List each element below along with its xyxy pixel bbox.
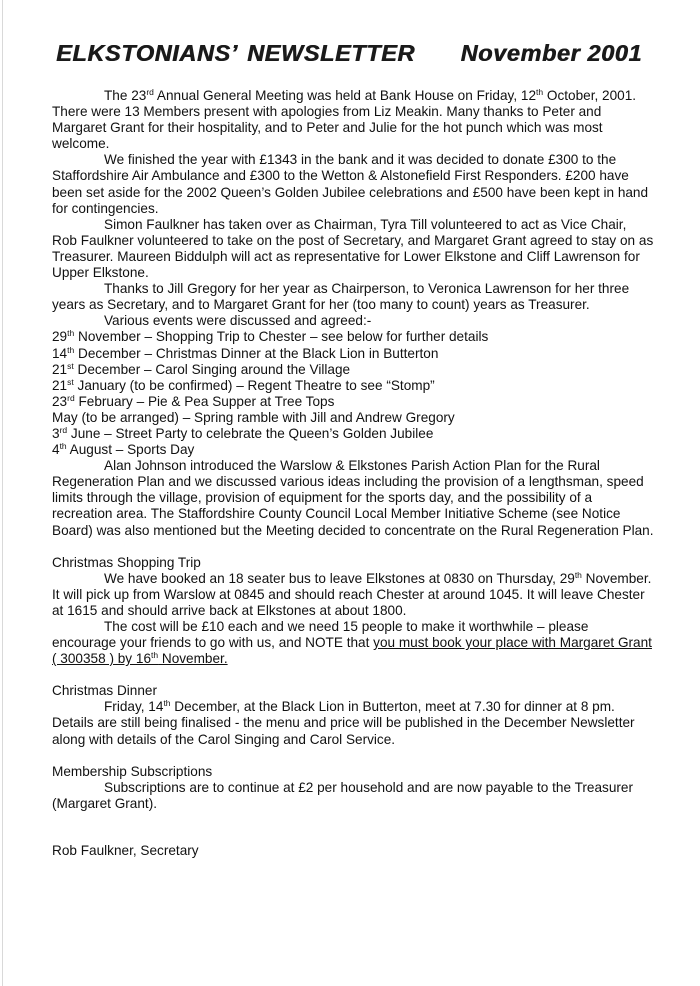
event-day-suffix: st bbox=[67, 360, 74, 371]
dinner-text-a: Friday, 14 bbox=[104, 699, 164, 715]
event-day-suffix: rd bbox=[67, 392, 75, 403]
event-day: 14 bbox=[52, 345, 68, 361]
agm-p1-text-a: The 23 bbox=[104, 88, 147, 103]
event-text: January (to be confirmed) – Regent Theatre to see “Stomp” bbox=[73, 377, 435, 393]
event-day: 3 bbox=[52, 425, 60, 441]
shopping-p1-sup: th bbox=[574, 569, 582, 580]
event-text: November – Shopping Trip to Chester – see below for further details bbox=[74, 329, 489, 345]
shopping-heading: Christmas Shopping Trip bbox=[52, 554, 201, 570]
agm-p1-sup-2: th bbox=[536, 87, 544, 97]
event-day-suffix: th bbox=[67, 328, 75, 339]
agm-p1-text-b: Annual General Meeting was held at Bank House on Friday, 12 bbox=[153, 88, 537, 103]
masthead bbox=[56, 40, 642, 67]
event-item bbox=[52, 426, 654, 442]
event-text: December – Carol Singing around the Village bbox=[73, 361, 351, 377]
dinner-sup: th bbox=[163, 698, 171, 709]
page-edge bbox=[2, 0, 3, 986]
booking-notice-end: November. bbox=[158, 651, 228, 667]
newsletter-date: November 2001 bbox=[460, 40, 642, 66]
event-text: August – Sports Day bbox=[66, 442, 195, 458]
dinner-heading: Christmas Dinner bbox=[52, 683, 157, 699]
agm-p1-text-c: October, 2001. There were 13 Members present with apologies from Liz Meakin. Many thanks to Peter and Margaret Grant for their hospitality, and to Peter and Julie for the hot punch which was most welcome. bbox=[52, 88, 637, 152]
event-item bbox=[52, 362, 654, 378]
shopping-paragraph-1 bbox=[52, 571, 654, 619]
booking-notice-text: you must book your place with Margaret Grant ( 300358 ) by 16 bbox=[52, 635, 652, 667]
event-item bbox=[52, 410, 654, 426]
event-day: 21 bbox=[52, 361, 68, 377]
event-day: 29 bbox=[52, 329, 68, 345]
agm-paragraph-1 bbox=[52, 88, 654, 152]
event-item bbox=[52, 378, 654, 394]
dinner-text-b: December, at the Black Lion in Butterton, meet at 7.30 for dinner at 8 pm. Details are still being finalised - the menu and price will be published in the December Newsletter along with details of the Carol Singing and Carol Service. bbox=[52, 699, 635, 747]
event-item bbox=[52, 346, 654, 362]
event-item bbox=[52, 442, 654, 458]
event-day: 23 bbox=[52, 393, 68, 409]
event-item bbox=[52, 329, 654, 345]
booking-notice-sup: th bbox=[151, 650, 159, 661]
event-item bbox=[52, 394, 654, 410]
dinner-paragraph bbox=[52, 699, 654, 747]
signature: Rob Faulkner, Secretary bbox=[52, 842, 199, 858]
agm-p1-sup-1: rd bbox=[146, 87, 154, 97]
shopping-paragraph-2 bbox=[52, 619, 654, 667]
agm-paragraph-6: Alan Johnson introduced the Warslow & Elkstones Parish Action Plan for the Rural Regeneration Plan and we discussed various ideas including the provision of a lengthsman, speed limits through the village, provision of equipment for the sports day, and the possibility of a recreation area. The Staffordshire County Council Local Member Initiative Scheme (see Notice Board) was also mentioned but the Meeting decided to concentrate on the Rural Regeneration Plan. bbox=[52, 458, 654, 538]
event-day: 21 bbox=[52, 377, 68, 393]
event-day: 4 bbox=[52, 442, 60, 458]
agm-paragraph-3: Simon Faulkner has taken over as Chairman, Tyra Till volunteered to act as Vice Chair, Rob Faulkner volunteered to take on the post of Secretary, and Margaret Grant agreed to stay on as Treasurer. Maureen Biddulph will act as representative for Lower Elkstone and Cliff Lawrenson for Upper Elkstone. bbox=[52, 216, 654, 281]
membership-heading: Membership Subscriptions bbox=[52, 763, 213, 779]
newsletter-title: ELKSTONIANS’ NEWSLETTER bbox=[56, 40, 415, 66]
event-text: May (to be arranged) – Spring ramble with Jill and Andrew Gregory bbox=[52, 409, 455, 425]
agm-paragraph-2: We finished the year with £1343 in the bank and it was decided to donate £300 to the Staffordshire Air Ambulance and £300 to the Wetton & Alstonefield First Responders. £200 have been set aside for the 2002 Queen’s Golden Jubilee celebrations and £500 have been kept in hand for contingencies. bbox=[52, 152, 649, 216]
event-day-suffix: st bbox=[67, 376, 74, 387]
agm-paragraph-4: Thanks to Jill Gregory for her year as Chairperson, to Veronica Lawrenson for her three years as Secretary, and to Margaret Grant for her (too many to count) years as Treasurer. bbox=[52, 281, 630, 313]
shopping-p2-text: The cost will be £10 each and we need 15 people to make it worthwhile – please encourage your friends to go with us, and NOTE that bbox=[52, 619, 589, 651]
event-text: June – Street Party to celebrate the Queen’s Golden Jubilee bbox=[67, 425, 434, 441]
shopping-p1-text-b: November. It will pick up from Warslow at 0845 and should reach Chester at around 1045. It will leave Chester at 1615 and should arrive back at Elkstones at about 1800. bbox=[52, 570, 652, 618]
event-day-suffix: th bbox=[67, 344, 75, 355]
event-text: February – Pie & Pea Supper at Tree Tops bbox=[74, 393, 335, 409]
shopping-p1-text-a: We have booked an 18 seater bus to leave Elkstones at 0830 on Thursday, 29 bbox=[104, 570, 575, 586]
agm-paragraph-5: Various events were discussed and agreed:- bbox=[104, 313, 372, 329]
membership-paragraph: Subscriptions are to continue at £2 per household and are now payable to the Treasurer (Margaret Grant). bbox=[52, 779, 633, 811]
newsletter-body bbox=[52, 88, 654, 859]
events-list bbox=[52, 329, 654, 458]
event-day-suffix: th bbox=[59, 441, 67, 452]
event-text: December – Christmas Dinner at the Black Lion in Butterton bbox=[74, 345, 439, 361]
event-day-suffix: rd bbox=[59, 424, 68, 435]
